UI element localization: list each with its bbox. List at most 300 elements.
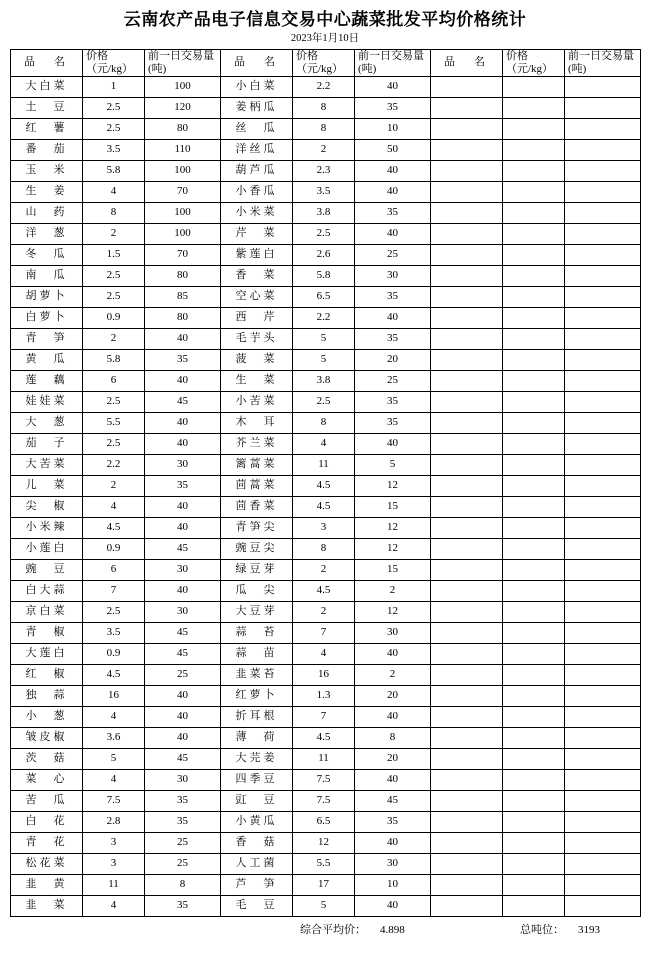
cell-price [503,433,565,454]
cell-name: 京白菜 [11,601,83,622]
table-row [11,559,641,580]
cell-price: 7 [293,622,355,643]
cell-name: 白 花 [11,811,83,832]
cell-volume: 80 [145,118,221,139]
cell-name [431,139,503,160]
cell-name: 洋丝瓜 [221,139,293,160]
cell-price [503,727,565,748]
cell-price: 4 [83,706,145,727]
cell-volume [565,727,641,748]
cell-name: 大莲白 [11,643,83,664]
cell-volume: 45 [145,748,221,769]
cell-name: 大苦菜 [11,454,83,475]
cell-price: 5.8 [293,265,355,286]
cell-price [503,307,565,328]
col-header-price-1: 价格（元/kg） [83,49,145,76]
cell-name: 青笋尖 [221,517,293,538]
cell-price: 4.5 [83,517,145,538]
cell-name: 红 薯 [11,118,83,139]
table-row [11,286,641,307]
cell-volume: 40 [145,517,221,538]
cell-volume: 40 [355,307,431,328]
cell-price: 5.8 [83,349,145,370]
cell-name: 西 芹 [221,307,293,328]
cell-price: 8 [83,202,145,223]
cell-price: 7.5 [293,769,355,790]
cell-name: 大芫姜 [221,748,293,769]
cell-name: 木 耳 [221,412,293,433]
cell-name: 独 蒜 [11,685,83,706]
cell-volume: 45 [145,538,221,559]
cell-name: 山 药 [11,202,83,223]
cell-price: 11 [293,748,355,769]
cell-volume: 10 [355,874,431,895]
cell-price: 4.5 [293,727,355,748]
cell-name: 韭菜苔 [221,664,293,685]
cell-price: 4.5 [83,664,145,685]
cell-name: 莲 藕 [11,370,83,391]
cell-price [503,160,565,181]
table-row [11,391,641,412]
cell-volume [565,517,641,538]
cell-name: 青 椒 [11,622,83,643]
cell-name: 生 姜 [11,181,83,202]
col-header-name-1: 品 名 [11,49,83,76]
cell-volume: 40 [355,433,431,454]
cell-price: 2.5 [83,265,145,286]
cell-name [431,727,503,748]
cell-name: 毛芋头 [221,328,293,349]
cell-name: 茨 菇 [11,748,83,769]
table-row [11,853,641,874]
cell-volume: 40 [355,895,431,916]
cell-volume: 35 [355,97,431,118]
cell-price: 4 [293,643,355,664]
cell-price: 2.2 [83,454,145,475]
table-row [11,202,641,223]
cell-name: 芹 菜 [221,223,293,244]
cell-volume: 20 [355,685,431,706]
cell-price [503,664,565,685]
average-price-label: 综合平均价： [300,923,366,936]
table-row [11,580,641,601]
cell-price: 11 [83,874,145,895]
cell-name: 黄 瓜 [11,349,83,370]
vegetable-price-table [10,49,641,917]
col-header-volume-1: 前一日交易量(吨) [145,49,221,76]
cell-name [431,706,503,727]
cell-name [431,559,503,580]
cell-volume: 35 [145,811,221,832]
cell-price: 7.5 [293,790,355,811]
cell-name [431,265,503,286]
cell-price: 2.2 [293,307,355,328]
cell-volume: 100 [145,223,221,244]
cell-volume [565,832,641,853]
cell-name [431,685,503,706]
cell-price [503,706,565,727]
cell-name [431,370,503,391]
cell-price: 16 [293,664,355,685]
cell-price [503,559,565,580]
cell-price [503,76,565,97]
cell-price: 2 [83,475,145,496]
table-row [11,727,641,748]
cell-name: 姜柄瓜 [221,97,293,118]
col-header-price-2: 价格（元/kg） [293,49,355,76]
cell-name: 小米辣 [11,517,83,538]
cell-price: 3.5 [83,622,145,643]
table-row [11,622,641,643]
cell-price: 1.5 [83,244,145,265]
cell-volume: 45 [145,391,221,412]
cell-price: 0.9 [83,307,145,328]
cell-volume: 30 [355,622,431,643]
cell-price: 2.5 [83,118,145,139]
cell-name [431,223,503,244]
cell-volume: 45 [145,622,221,643]
cell-volume: 40 [145,328,221,349]
cell-volume: 35 [355,811,431,832]
table-row [11,832,641,853]
cell-volume: 35 [355,328,431,349]
cell-volume: 40 [355,706,431,727]
cell-volume: 12 [355,475,431,496]
cell-name [431,160,503,181]
table-row [11,517,641,538]
cell-price: 1.3 [293,685,355,706]
cell-name: 尖 椒 [11,496,83,517]
cell-price [503,202,565,223]
table-row [11,412,641,433]
col-header-volume-3: 前一日交易量(吨) [565,49,641,76]
cell-price: 5 [293,349,355,370]
cell-price [503,223,565,244]
cell-volume [565,664,641,685]
table-row [11,601,641,622]
cell-name: 小米菜 [221,202,293,223]
cell-price: 4.5 [293,496,355,517]
cell-price [503,475,565,496]
cell-volume: 45 [145,643,221,664]
cell-name: 大豆芽 [221,601,293,622]
cell-volume: 40 [355,832,431,853]
cell-volume: 15 [355,559,431,580]
table-header [11,49,641,76]
cell-name: 绿豆芽 [221,559,293,580]
cell-name: 豇 豆 [221,790,293,811]
cell-volume: 30 [145,769,221,790]
cell-name: 土 豆 [11,97,83,118]
cell-name [431,874,503,895]
cell-volume: 40 [145,685,221,706]
cell-price: 4 [293,433,355,454]
cell-price: 6.5 [293,811,355,832]
cell-volume: 25 [145,853,221,874]
cell-price [503,349,565,370]
cell-price [503,853,565,874]
cell-volume: 25 [355,370,431,391]
cell-volume: 25 [145,832,221,853]
cell-price [503,769,565,790]
table-row [11,118,641,139]
cell-price [503,790,565,811]
cell-name: 茄 子 [11,433,83,454]
cell-name [431,832,503,853]
cell-name: 毛 豆 [221,895,293,916]
cell-volume [565,454,641,475]
cell-price: 3 [83,853,145,874]
cell-volume [565,391,641,412]
table-row [11,769,641,790]
table-row [11,160,641,181]
cell-name: 香 菜 [221,265,293,286]
cell-name [431,97,503,118]
cell-name: 小黄瓜 [221,811,293,832]
cell-name: 红 椒 [11,664,83,685]
cell-volume: 80 [145,307,221,328]
cell-volume: 40 [355,181,431,202]
cell-volume: 25 [355,244,431,265]
cell-price: 3.5 [83,139,145,160]
cell-name: 芥兰菜 [221,433,293,454]
cell-name: 小 葱 [11,706,83,727]
cell-price [503,748,565,769]
cell-name: 儿 菜 [11,475,83,496]
cell-price [503,118,565,139]
cell-name: 玉 米 [11,160,83,181]
cell-name: 菜 心 [11,769,83,790]
cell-volume [565,433,641,454]
cell-price: 6 [83,370,145,391]
total-tonnage-value: 3193 [578,923,600,936]
cell-price [503,622,565,643]
cell-price [503,97,565,118]
col-header-name-3: 品 名 [431,49,503,76]
table-row [11,496,641,517]
cell-price: 2.5 [293,223,355,244]
cell-price: 0.9 [83,643,145,664]
cell-volume [565,265,641,286]
cell-price [503,496,565,517]
total-tonnage-summary [520,921,600,937]
cell-name [431,664,503,685]
table-row [11,223,641,244]
cell-name [431,811,503,832]
cell-volume: 35 [355,391,431,412]
cell-price [503,454,565,475]
table-row [11,664,641,685]
table-row [11,244,641,265]
total-tonnage-label: 总吨位： [520,923,564,936]
cell-price: 3 [293,517,355,538]
cell-price [503,286,565,307]
cell-volume: 40 [145,433,221,454]
cell-volume: 40 [355,160,431,181]
cell-price [503,244,565,265]
cell-volume [565,286,641,307]
cell-price: 2.5 [293,391,355,412]
cell-price: 2.5 [83,391,145,412]
cell-price: 8 [293,97,355,118]
cell-price: 2.5 [83,286,145,307]
cell-volume: 50 [355,139,431,160]
cell-name: 紫莲白 [221,244,293,265]
cell-volume: 35 [145,349,221,370]
cell-volume: 100 [145,202,221,223]
table-row [11,706,641,727]
cell-name: 洋 葱 [11,223,83,244]
cell-name [431,202,503,223]
cell-volume [565,706,641,727]
cell-price: 2.3 [293,160,355,181]
cell-volume [565,895,641,916]
cell-name: 韭 黄 [11,874,83,895]
cell-price: 2.2 [293,76,355,97]
cell-name: 瓜 尖 [221,580,293,601]
cell-volume [565,97,641,118]
table-row [11,790,641,811]
cell-volume [565,475,641,496]
cell-name: 葫芦瓜 [221,160,293,181]
cell-volume: 40 [145,412,221,433]
table-row [11,76,641,97]
cell-name: 菠 菜 [221,349,293,370]
cell-price: 7.5 [83,790,145,811]
cell-price: 5.5 [293,853,355,874]
cell-volume: 35 [355,412,431,433]
cell-volume: 85 [145,286,221,307]
cell-volume: 12 [355,517,431,538]
cell-price: 2 [293,139,355,160]
cell-name: 松花菜 [11,853,83,874]
cell-name: 芦 笋 [221,874,293,895]
cell-price: 3.6 [83,727,145,748]
cell-volume: 20 [355,748,431,769]
cell-volume: 35 [145,475,221,496]
cell-price: 0.9 [83,538,145,559]
cell-volume: 30 [355,853,431,874]
cell-volume [565,811,641,832]
table-row [11,97,641,118]
cell-volume: 12 [355,601,431,622]
cell-volume [565,223,641,244]
cell-volume: 40 [145,496,221,517]
cell-price: 3.8 [293,370,355,391]
cell-name [431,475,503,496]
cell-price: 5.5 [83,412,145,433]
cell-name [431,748,503,769]
cell-volume [565,181,641,202]
cell-volume [565,370,641,391]
cell-volume: 20 [355,349,431,370]
cell-name [431,496,503,517]
cell-name: 四季豆 [221,769,293,790]
cell-name: 香 菇 [221,832,293,853]
cell-price: 2 [293,559,355,580]
cell-name [431,286,503,307]
cell-volume [565,769,641,790]
cell-name: 大白菜 [11,76,83,97]
col-header-price-3: 价格（元/kg） [503,49,565,76]
cell-volume: 70 [145,181,221,202]
cell-price [503,265,565,286]
cell-price: 2.8 [83,811,145,832]
cell-volume: 30 [145,601,221,622]
cell-name [431,601,503,622]
cell-price: 8 [293,118,355,139]
cell-volume [565,328,641,349]
cell-volume [565,349,641,370]
cell-name [431,790,503,811]
cell-name [431,580,503,601]
cell-name: 折耳根 [221,706,293,727]
cell-name [431,895,503,916]
cell-price [503,517,565,538]
cell-volume [565,853,641,874]
cell-price: 8 [293,412,355,433]
cell-name [431,643,503,664]
table-row [11,475,641,496]
table-row [11,307,641,328]
cell-name: 蒜 苗 [221,643,293,664]
cell-volume [565,139,641,160]
cell-volume [565,790,641,811]
cell-name: 南 瓜 [11,265,83,286]
cell-name [431,391,503,412]
cell-name [431,328,503,349]
cell-price: 3.8 [293,202,355,223]
cell-volume [565,874,641,895]
cell-price: 2.5 [83,97,145,118]
cell-price [503,139,565,160]
cell-price: 4.5 [293,475,355,496]
table-row [11,181,641,202]
cell-price: 17 [293,874,355,895]
cell-price: 16 [83,685,145,706]
cell-volume: 40 [355,76,431,97]
cell-price [503,643,565,664]
cell-volume: 100 [145,76,221,97]
cell-volume: 40 [145,727,221,748]
table-row [11,433,641,454]
cell-name: 茴蒿菜 [221,475,293,496]
table-row [11,748,641,769]
cell-volume [565,685,641,706]
cell-volume: 35 [355,202,431,223]
cell-name: 小莲白 [11,538,83,559]
table-row [11,454,641,475]
cell-name: 皱皮椒 [11,727,83,748]
cell-price: 5 [293,328,355,349]
table-row [11,895,641,916]
cell-name: 胡萝卜 [11,286,83,307]
average-price-summary [300,921,405,937]
cell-volume: 40 [145,370,221,391]
cell-volume: 80 [145,265,221,286]
table-row [11,265,641,286]
cell-volume [565,538,641,559]
cell-name [431,181,503,202]
cell-name: 豌 豆 [11,559,83,580]
cell-volume: 40 [145,706,221,727]
cell-volume: 110 [145,139,221,160]
cell-name: 豌豆尖 [221,538,293,559]
cell-volume: 35 [145,790,221,811]
cell-price [503,181,565,202]
table-row [11,139,641,160]
cell-name [431,76,503,97]
